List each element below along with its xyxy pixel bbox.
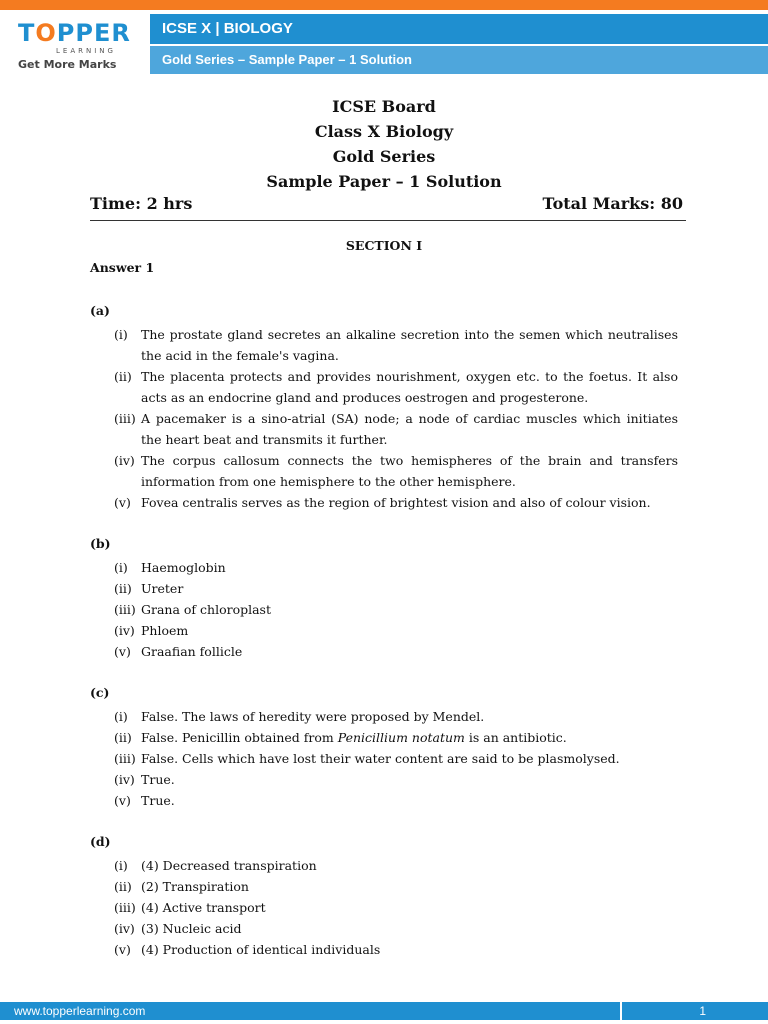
item-text: (4) Active transport (141, 900, 266, 915)
item-text: Graafian follicle (141, 644, 243, 659)
list-item (90, 897, 678, 918)
item-text: The prostate gland secretes an alkaline secretion into the semen which neutralises the acid in the female's vagina. (141, 327, 678, 363)
item-number: (v) (114, 793, 131, 808)
total-marks-label: Total Marks: 80 (542, 194, 683, 213)
list-item (90, 599, 678, 620)
list-item (90, 324, 678, 366)
item-number: (i) (114, 327, 128, 342)
species-name: Penicillium notatum (337, 730, 465, 745)
part-spacer (90, 662, 678, 684)
logo-wordmark: TOPPER (18, 19, 131, 47)
item-number: (iii) (114, 900, 136, 915)
list-item (90, 855, 678, 876)
list-item (90, 706, 678, 727)
paper-title: Sample Paper – 1 Solution (266, 172, 502, 191)
item-text: (4) Decreased transpiration (141, 858, 317, 873)
footer-url[interactable]: www.topperlearning.com (14, 1004, 146, 1018)
item-text: The corpus callosum connects the two hemispheres of the brain and transfers information from one hemisphere to the other hemisphere. (141, 453, 678, 489)
section-heading: SECTION I (345, 238, 423, 253)
list-item (90, 641, 678, 662)
subject-banner: ICSE X | BIOLOGY (150, 14, 768, 44)
topper-logo (18, 19, 131, 76)
item-text: Phloem (141, 623, 189, 638)
list-item (90, 450, 678, 492)
item-number: (ii) (114, 581, 132, 596)
item-number: (i) (114, 560, 128, 575)
list-item (90, 557, 678, 578)
item-number: (iv) (114, 772, 135, 787)
item-number: (ii) (114, 369, 132, 384)
series-title: Gold Series (332, 147, 436, 166)
item-number: (iii) (114, 751, 136, 766)
list-item (90, 876, 678, 897)
item-number: (v) (114, 942, 131, 957)
part-label: (c) (90, 685, 110, 700)
logo-tagline: Get More Marks (18, 58, 117, 71)
item-number: (ii) (114, 730, 132, 745)
list-item (90, 408, 678, 450)
item-text: A pacemaker is a sino-atrial (SA) node; a node of cardiac muscles which initiates the heart beat and transmits it further. (141, 411, 678, 447)
item-number: (i) (114, 709, 128, 724)
item-text: Ureter (141, 581, 184, 596)
list-item (90, 939, 678, 960)
list-item (90, 748, 678, 769)
list-item (90, 918, 678, 939)
list-item (90, 492, 678, 513)
item-number: (iv) (114, 623, 135, 638)
item-number: (ii) (114, 879, 132, 894)
item-number: (v) (114, 644, 131, 659)
item-text: (4) Production of identical individuals (141, 942, 381, 957)
item-text: True. (141, 772, 175, 787)
answer-heading: Answer 1 (90, 260, 155, 275)
part-spacer (90, 513, 678, 535)
list-item (90, 366, 678, 408)
item-text: (2) Transpiration (141, 879, 249, 894)
item-number: (i) (114, 858, 128, 873)
header-rule (90, 220, 686, 221)
item-text-after: is an antibiotic. (464, 730, 567, 745)
top-accent-stripe (0, 0, 768, 10)
item-text: True. (141, 793, 175, 808)
part-label: (b) (90, 536, 111, 551)
item-number: (iv) (114, 453, 135, 468)
item-number: (iii) (114, 411, 136, 426)
part-label: (a) (90, 303, 110, 318)
list-item (90, 790, 678, 811)
item-text: False. Cells which have lost their water content are said to be plasmolysed. (141, 751, 620, 766)
board-title: ICSE Board (332, 97, 436, 116)
item-text: Grana of chloroplast (141, 602, 271, 617)
item-number: (iv) (114, 921, 135, 936)
page-footer (0, 1002, 768, 1020)
part-label: (d) (90, 834, 111, 849)
list-item (90, 578, 678, 599)
title-block (0, 94, 768, 194)
item-text-before: False. Penicillin obtained from (141, 730, 338, 745)
list-item (90, 727, 678, 748)
part-spacer (90, 811, 678, 833)
item-text: False. The laws of heredity were proposed by Mendel. (141, 709, 485, 724)
answer-content (90, 302, 678, 960)
item-number: (iii) (114, 602, 136, 617)
logo-subtext: LEARNING (56, 47, 116, 55)
item-number: (v) (114, 495, 131, 510)
footer-divider (620, 1002, 622, 1020)
list-item (90, 620, 678, 641)
item-text: (3) Nucleic acid (141, 921, 242, 936)
class-title: Class X Biology (314, 122, 454, 141)
item-text (141, 727, 678, 748)
item-text: Fovea centralis serves as the region of brightest vision and also of colour vision. (141, 495, 651, 510)
item-text: Haemoglobin (141, 560, 226, 575)
paper-banner: Gold Series – Sample Paper – 1 Solution (150, 46, 768, 74)
item-text: The placenta protects and provides nourishment, oxygen etc. to the foetus. It also acts as an endocrine gland and produces oestrogen and progesterone. (141, 369, 678, 405)
page-number: 1 (699, 1004, 706, 1018)
list-item (90, 769, 678, 790)
time-label: Time: 2 hrs (90, 194, 193, 213)
